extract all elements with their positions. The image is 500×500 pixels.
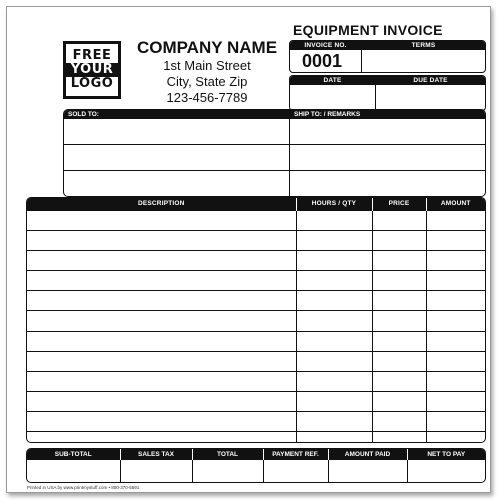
qty-cell[interactable] <box>296 412 372 432</box>
qty-cell[interactable] <box>296 371 372 391</box>
qty-cell[interactable] <box>296 210 372 230</box>
amount-cell[interactable] <box>426 230 485 250</box>
qty-cell[interactable] <box>296 331 372 351</box>
table-row <box>27 432 485 442</box>
sold-to-line[interactable] <box>64 119 289 144</box>
amount-cell[interactable] <box>426 392 485 412</box>
qty-cell[interactable] <box>296 250 372 270</box>
price-cell[interactable] <box>372 412 426 432</box>
sold-ship-section <box>63 109 486 197</box>
total-cell[interactable] <box>192 460 263 482</box>
qty-cell[interactable] <box>296 351 372 371</box>
column-header-price: PRICE <box>372 198 426 210</box>
description-cell[interactable] <box>27 392 296 412</box>
payment-ref-label: PAYMENT REF. <box>263 449 328 460</box>
amount-cell[interactable] <box>426 291 485 311</box>
company-info <box>127 38 287 106</box>
amount-cell[interactable] <box>426 250 485 270</box>
table-row <box>27 351 485 371</box>
totals-section <box>26 448 486 483</box>
table-row <box>27 271 485 291</box>
sold-to-column <box>64 110 290 196</box>
amount-paid-cell[interactable] <box>328 460 407 482</box>
price-cell[interactable] <box>372 210 426 230</box>
invoice-form <box>6 6 491 493</box>
document-title: EQUIPMENT INVOICE <box>293 22 443 38</box>
price-cell[interactable] <box>372 250 426 270</box>
subtotal-label: SUB-TOTAL <box>27 449 120 460</box>
due-date-label: DUE DATE <box>376 76 485 85</box>
amount-cell[interactable] <box>426 351 485 371</box>
table-row <box>27 250 485 270</box>
printer-credit: Printed in USA by www.printmystuff.com • 800-370-5591 <box>27 485 140 490</box>
table-row <box>27 230 485 250</box>
total-label: TOTAL <box>192 449 263 460</box>
qty-cell[interactable] <box>296 392 372 412</box>
price-cell[interactable] <box>372 432 426 442</box>
invoice-number-cell <box>290 41 362 72</box>
date-label: DATE <box>290 76 375 85</box>
qty-cell[interactable] <box>296 291 372 311</box>
qty-cell[interactable] <box>296 432 372 442</box>
table-row <box>27 371 485 391</box>
company-city: City, State Zip <box>166 74 248 89</box>
invoice-number: 0001 <box>302 51 343 71</box>
date-box <box>289 75 486 111</box>
column-header-description: DESCRIPTION <box>27 198 296 210</box>
amount-cell[interactable] <box>426 371 485 391</box>
company-street: 1st Main Street <box>163 58 251 73</box>
net-to-pay-label: NET TO PAY <box>407 449 485 460</box>
qty-cell[interactable] <box>296 271 372 291</box>
amount-paid-label: AMOUNT PAID <box>328 449 407 460</box>
sold-to-line[interactable] <box>64 144 289 170</box>
subtotal-cell[interactable] <box>27 460 120 482</box>
sold-to-line[interactable] <box>64 170 289 196</box>
description-cell[interactable] <box>27 291 296 311</box>
amount-cell[interactable] <box>426 311 485 331</box>
column-header-amount: AMOUNT <box>426 198 485 210</box>
amount-cell[interactable] <box>426 271 485 291</box>
ship-to-line[interactable] <box>290 144 485 170</box>
net-to-pay-cell[interactable] <box>407 460 485 482</box>
sold-to-label: SOLD TO: <box>64 110 289 119</box>
ship-to-line[interactable] <box>290 119 485 144</box>
date-cell[interactable] <box>290 76 376 110</box>
company-name: COMPANY NAME <box>136 38 278 57</box>
price-cell[interactable] <box>372 392 426 412</box>
table-row <box>27 210 485 230</box>
description-cell[interactable] <box>27 210 296 230</box>
table-row <box>27 412 485 432</box>
price-cell[interactable] <box>372 230 426 250</box>
terms-cell[interactable] <box>362 41 485 72</box>
table-row <box>27 291 485 311</box>
price-cell[interactable] <box>372 271 426 291</box>
logo-placeholder <box>63 41 121 99</box>
invoice-number-label: INVOICE NO. <box>290 41 361 50</box>
price-cell[interactable] <box>372 371 426 391</box>
description-cell[interactable] <box>27 311 296 331</box>
invoice-number-box <box>289 40 486 73</box>
ship-to-line[interactable] <box>290 170 485 196</box>
description-cell[interactable] <box>27 412 296 432</box>
company-phone: 123-456-7789 <box>166 90 248 105</box>
description-cell[interactable] <box>27 331 296 351</box>
line-items-body <box>27 210 485 442</box>
line-items-table <box>26 197 486 443</box>
logo-text-line-1: FREE <box>72 48 112 63</box>
qty-cell[interactable] <box>296 230 372 250</box>
price-cell[interactable] <box>372 351 426 371</box>
table-row <box>27 392 485 412</box>
column-header-hours-qty: HOURS / QTY <box>296 198 372 210</box>
qty-cell[interactable] <box>296 311 372 331</box>
description-cell[interactable] <box>27 371 296 391</box>
ship-to-column <box>290 110 485 196</box>
amount-cell[interactable] <box>426 412 485 432</box>
description-cell[interactable] <box>27 230 296 250</box>
table-row <box>27 331 485 351</box>
price-cell[interactable] <box>372 331 426 351</box>
logo-text-line-2: YOUR <box>66 63 118 77</box>
table-row <box>27 311 485 331</box>
ship-to-label: SHIP TO: / REMARKS <box>290 110 485 119</box>
description-cell[interactable] <box>27 351 296 371</box>
payment-ref-cell[interactable] <box>263 460 328 482</box>
amount-cell[interactable] <box>426 210 485 230</box>
due-date-cell[interactable] <box>376 76 485 110</box>
description-cell[interactable] <box>27 432 296 442</box>
description-cell[interactable] <box>27 271 296 291</box>
amount-cell[interactable] <box>426 331 485 351</box>
price-cell[interactable] <box>372 291 426 311</box>
price-cell[interactable] <box>372 311 426 331</box>
terms-label: TERMS <box>362 41 485 50</box>
sales-tax-cell[interactable] <box>120 460 192 482</box>
sales-tax-label: SALES TAX <box>120 449 192 460</box>
logo-text-line-3: LOGO <box>70 76 114 91</box>
amount-cell[interactable] <box>426 432 485 442</box>
description-cell[interactable] <box>27 250 296 270</box>
